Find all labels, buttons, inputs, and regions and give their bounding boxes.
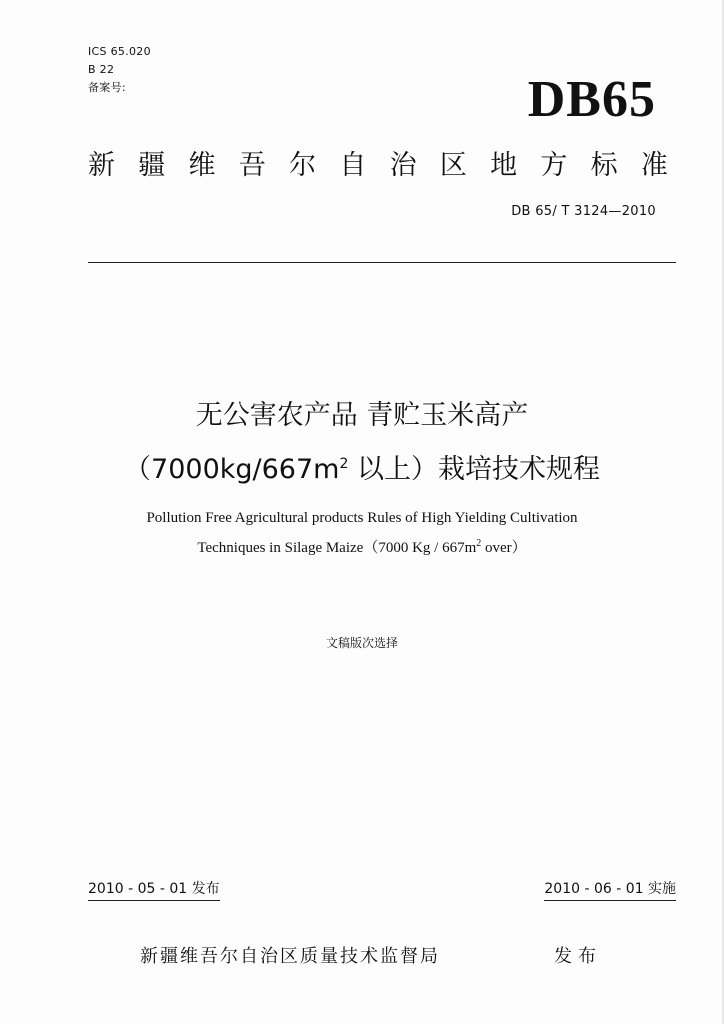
title-char: 治 (389, 150, 417, 181)
superscript: 2 (339, 456, 349, 472)
issuing-authority: 新疆维吾尔自治区质量技术监督局 (140, 946, 440, 967)
en-title-line-2-pre: Techniques in Silage Maize（7000 Kg / 667m (197, 540, 477, 556)
publish-date: 2010 - 05 - 01 发布 (88, 878, 220, 901)
title-char: 自 (339, 150, 367, 181)
title-char: 准 (640, 150, 668, 181)
cn-title-line-2-post: 以上）栽培技术规程 (348, 454, 600, 485)
en-title-line-2 (0, 532, 724, 560)
issue-label: 发布 (554, 946, 602, 967)
record-number-label: 备案号: (88, 81, 126, 94)
header-divider (88, 262, 676, 263)
version-note: 文稿版次选择 (325, 636, 398, 650)
title-char: 地 (490, 150, 518, 181)
title-char: 吾 (238, 150, 266, 181)
cn-title-line-2-pre: （7000kg/667m (124, 454, 340, 485)
standard-number: DB 65/ T 3124—2010 (511, 204, 656, 219)
ics-code: ICS 65.020 (88, 45, 151, 58)
en-title-line-1: Pollution Free Agricultural products Rules of High Yielding Cultivation (146, 510, 578, 526)
title-char: 尔 (289, 150, 317, 181)
standard-type-title (88, 148, 668, 184)
title-char: 区 (439, 150, 467, 181)
title-char: 新 (88, 150, 115, 181)
title-char: 标 (590, 150, 618, 181)
ccs-code: B 22 (88, 63, 115, 76)
en-title-line-2-post: over） (481, 540, 527, 556)
effective-date: 2010 - 06 - 01 实施 (544, 878, 676, 901)
title-char: 方 (540, 150, 568, 181)
cn-title-line-2 (0, 444, 724, 490)
cn-title-line-1: 无公害农产品 青贮玉米高产 (195, 400, 529, 431)
title-char: 疆 (138, 150, 166, 181)
superscript: 2 (476, 538, 482, 549)
db-logo: DB65 (527, 71, 656, 128)
title-char: 维 (188, 150, 216, 181)
